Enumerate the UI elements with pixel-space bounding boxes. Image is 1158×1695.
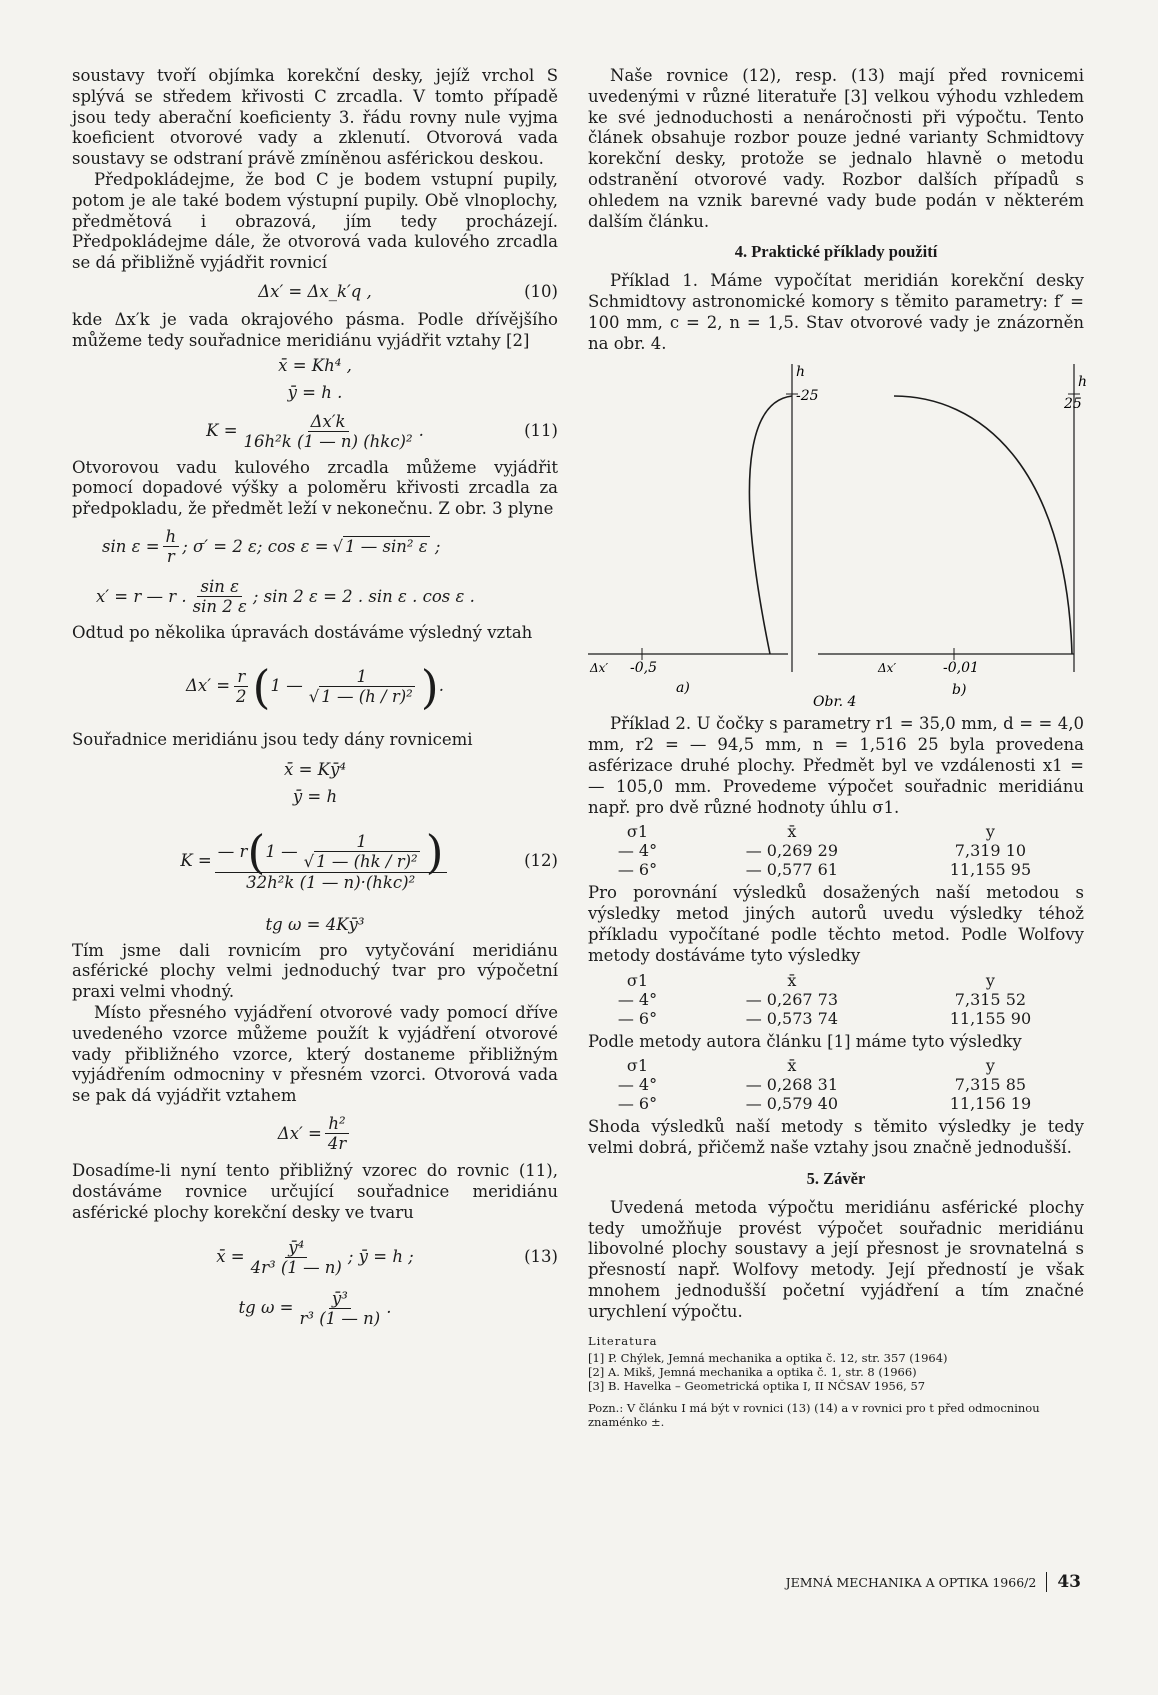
footer-divider bbox=[1046, 1572, 1047, 1592]
table-header: σ1 x̄ y bbox=[626, 1056, 995, 1076]
table-row: — 4° — 0,268 31 7,315 85 bbox=[617, 1075, 1027, 1095]
references-list bbox=[588, 1351, 1084, 1393]
right-column bbox=[588, 66, 1088, 1430]
label-h: h bbox=[796, 364, 806, 381]
paragraph: Příklad 2. U čočky s parametry r1 = 35,0 mm, d = = 4,0 mm, r2 = — 94,5 mm, n = 1,516 25 byla provedena asférizace druhé plochy. Předmět byl ve vzdálenosti x1 = — 105,0 mm. Provedeme výpočet souřadnic meridiánu např. pro dvě různé hodnoty úhlu σ1. bbox=[588, 714, 1084, 817]
equation-12a: x̄ = Kȳ⁴ bbox=[284, 760, 346, 780]
table-row: — 4° — 0,269 29 7,319 10 bbox=[617, 841, 1027, 861]
journal-name: JEMNÁ MECHANIKA A OPTIKA 1966/2 bbox=[785, 1574, 1037, 1590]
equation-12b: ȳ = h bbox=[292, 787, 338, 807]
curve-b bbox=[894, 396, 1072, 654]
paragraph: Předpokládejme, že bod C je bodem vstupní pupily, potom je ale také bodem výstupní pupily. Obě vlnoplochy, předmětová i obrazová, jím tedy procházejí. Předpokládejme dále, že otvorová vada kulového zrcadla se dá přibližně vyjádřit rovnicí bbox=[72, 169, 558, 273]
paragraph: Dosadíme-li nyní tento přibližný vzorec do rovnic (11), dostáváme rovnice určující souřadnice meridiánu asférické plochy korekční desky ve tvaru bbox=[72, 1160, 558, 1222]
label-25: -25 bbox=[796, 388, 819, 405]
footnote: Pozn.: V článku I má být v rovnici (13) (14) a v rovnici pro t před odmocninou znaménko ±. bbox=[588, 1401, 1040, 1430]
table-row: — 6° — 0,573 74 11,155 90 bbox=[617, 1008, 1032, 1028]
section-heading: 4. Praktické příklady použití bbox=[734, 242, 938, 262]
paragraph: soustavy tvoří objímka korekční desky, jejíž vrchol S splývá se středem křivosti C zrcadla. V tomto případě jsou tedy aberační koeficienty 3. řádu rovny nule vyjma koeficient otvorové vady a zklenutí. Otvorová vada soustavy se odstraní právě zmíněnou asférickou deskou. bbox=[72, 66, 558, 169]
results-table-1 bbox=[588, 822, 1084, 879]
equation-sin: sin ε = $\frac{h}{r}$ ; σ′ = 2 ε; cos ε = √ 1 — sin² ε ; bbox=[102, 527, 441, 567]
equation-12: K = — r ( 1 — $\frac{1}{\text{√ 1 — (hk / r)²}}$ ) 32h²k (1 — n)·(hkc)² (12) bbox=[180, 824, 558, 892]
paragraph: Otvorovou vadu kulového zrcadla můžeme vyjádřit pomocí dopadové výšky a poloměru křivosti zrcadla za předpokladu, že předmět leží v nekonečnu. Z obr. 3 plyne bbox=[72, 457, 558, 519]
page-footer bbox=[746, 1572, 1081, 1592]
paragraph: Odtud po několika úpravách dostáváme výsledný vztah bbox=[72, 622, 533, 642]
paragraph: Uvedená metoda výpočtu meridiánu asférické plochy tedy umožňuje provést výpočet souřadnic meridiánu libovolné plochy soustavy a její přesnost je srovnatelná s přesností např. Wolfovy metody. Její předností je však mnohem jednodušší početní vyjádření a tím značné urychlení výpočtu. bbox=[588, 1197, 1084, 1321]
equation-approx: Δx′ = $\frac{\text{h²}}{4r}$ bbox=[72, 1110, 558, 1158]
equation-13: x̄ = $\frac{\text{ȳ⁴}}{\text{4r³ (1 — n)}}$ ; ȳ = h ; (13) bbox=[216, 1237, 558, 1277]
equation-11: K = $\frac{\Delta x'k}{\text{16h²k (1 — n) (hkc)²}}$ . (11) bbox=[206, 412, 558, 452]
equation-13b: tg ω = $\frac{\text{ȳ³}}{\text{r³ (1 — n)}}$ . bbox=[238, 1288, 392, 1328]
left-column bbox=[72, 66, 558, 1335]
references-heading: Literatura bbox=[588, 1333, 658, 1348]
label-001: -0,01 bbox=[943, 660, 979, 677]
table-row: — 6° — 0,579 40 11,156 19 bbox=[617, 1094, 1032, 1114]
paragraph: Tím jsme dali rovnicím pro vytyčování meridiánu asférické plochy velmi jednoduchý tvar pro výpočetní praxi velmi vhodný. bbox=[72, 940, 558, 1002]
table-header: σ1 x̄ y bbox=[626, 970, 995, 990]
paragraph: Shoda výsledků naší metody s těmito výsledky je tedy velmi dobrá, přičemž naše vztahy jsou značně jednodušší. bbox=[588, 1117, 1084, 1158]
paragraph: kde Δx′k je vada okrajového pásma. Podle dřívějšího můžeme tedy souřadnice meridiánu vyjádřit vztahy [2] bbox=[72, 309, 558, 350]
equation-delta-x: Δx′ = $\frac{r}{2}$ ( 1 — $\frac{1}{\text{√ 1 — (h / r)²}}$ ) . bbox=[185, 659, 444, 714]
label-dx: Δx′ bbox=[878, 661, 897, 676]
reference-item: [1] P. Chýlek, Jemná mechanika a optika č. 12, str. 357 (1964) bbox=[588, 1351, 948, 1366]
curve-a bbox=[749, 396, 792, 654]
page-number: 43 bbox=[1057, 1572, 1081, 1592]
paragraph: Místo přesného vyjádření otvorové vady pomocí dříve uvedeného vzorce můžeme použít k vyjádření otvorové vady přibližného vzorce, který dostaneme přibližným vyjádřením odmocniny v přesném vzorci. Otvorová vada se pak dá vyjádřit vztahem bbox=[72, 1002, 558, 1106]
paragraph: Naše rovnice (12), resp. (13) mají před rovnicemi uvedenými v různé literatuře [3] velkou výhodu vzhledem ke své jednoduchosti a nenáročnosti při výpočtu. Tento článek obsahuje rozbor pouze jedné varianty Schmidtovy korekční desky, protože se jednalo hlavně o metodu odstranění otvorové vady. Rozbor dalších případů s ohledem na vznik barevné vady bude podán v některém dalším článku. bbox=[588, 66, 1084, 231]
equation-x: x′ = r — r . $\frac{\text{sin ε}}{\sin 2 \varepsilon}$ ; sin 2 ε = 2 . sin ε . cos ε . bbox=[96, 577, 475, 617]
equation-11b: ȳ = h . bbox=[287, 383, 343, 403]
reference-item: [3] B. Havelka – Geometrická optika I, II NČSAV 1956, 57 bbox=[588, 1379, 926, 1394]
label-dx: Δx′ bbox=[590, 661, 609, 676]
label-b: b) bbox=[952, 682, 967, 699]
figure-caption: Obr. 4 bbox=[813, 694, 857, 711]
equation-10: Δx′ = Δx_k′q , (10) bbox=[258, 281, 558, 301]
table-row: — 4° — 0,267 73 7,315 52 bbox=[617, 989, 1027, 1009]
paragraph: Souřadnice meridiánu jsou tedy dány rovnicemi bbox=[72, 729, 473, 749]
equation-11a: x̄ = Kh⁴ , bbox=[278, 356, 352, 376]
table-header: σ1 x̄ y bbox=[626, 822, 995, 842]
results-table-2 bbox=[588, 971, 1084, 1028]
label-25: 25 bbox=[1064, 396, 1082, 413]
label-05: -0,5 bbox=[630, 660, 657, 677]
paragraph: Příklad 1. Máme vypočítat meridián korekční desky Schmidtovy astronomické komory s těmito parametry: f′ = 100 mm, c = 2, n = 1,5. Stav otvorové vady je znázorněn na obr. 4. bbox=[588, 271, 1084, 353]
figure-4 bbox=[588, 354, 1088, 714]
paragraph: Podle metody autora článku [1] máme tyto výsledky bbox=[588, 1031, 1022, 1051]
label-a: a) bbox=[676, 680, 690, 697]
reference-item: [2] A. Mikš, Jemná mechanika a optika č. 1, str. 8 (1966) bbox=[588, 1365, 917, 1380]
results-table-3 bbox=[588, 1056, 1084, 1113]
table-row: — 6° — 0,577 61 11,155 95 bbox=[617, 860, 1032, 880]
equation-12c: tg ω = 4Kȳ³ bbox=[265, 915, 365, 935]
section-heading: 5. Závěr bbox=[806, 1168, 866, 1188]
label-h: h bbox=[1078, 374, 1088, 391]
paragraph: Pro porovnání výsledků dosažených naší metodou s výsledky metod jiných autorů uvedu výsledky téhož příkladu vypočítané podle těchto metod. Podle Wolfovy metody dostáváme tyto výsledky bbox=[588, 883, 1084, 965]
